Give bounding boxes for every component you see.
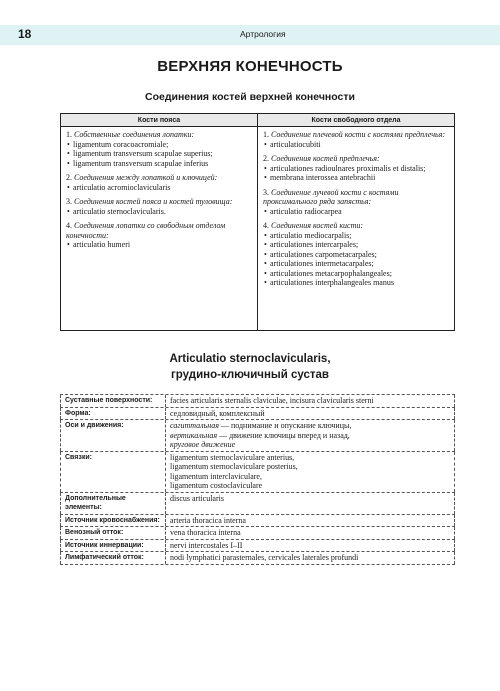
- row-value: [166, 515, 455, 527]
- joint-group: [66, 221, 254, 250]
- joint-table: [60, 394, 455, 565]
- joint-group-title: [66, 221, 254, 240]
- group-number: 4.: [263, 221, 269, 230]
- group-number: 4.: [66, 221, 72, 230]
- list-item: • articulatiocubiti: [263, 140, 451, 150]
- group-number: 3.: [263, 187, 269, 197]
- list-item: • ligamentum transversum scapulae inferius: [66, 159, 254, 169]
- group-title-text: Соединения лопатки со свободным отделом конечности:: [66, 221, 226, 240]
- table-row: [60, 493, 455, 515]
- value-line: ligamentum sternoclaviculare posterius,: [170, 462, 298, 471]
- running-head: Артрология: [240, 29, 286, 39]
- row-label: Источник кровоснабжения:: [60, 515, 166, 527]
- list-item: • articulatio mediocarpalis;: [263, 231, 451, 241]
- joint-title-russian: грудино-ключичный сустав: [171, 369, 329, 381]
- list-item: • articulationes interphalangeales manus: [263, 278, 451, 288]
- joint-group: [263, 154, 451, 183]
- row-value: [166, 527, 455, 539]
- row-value: [166, 408, 455, 420]
- group-title-text: Собственные соединения лопатки:: [74, 130, 195, 139]
- value-line: ligamentum costoclaviculare: [170, 481, 263, 490]
- row-value: [166, 395, 455, 407]
- value-line: седловидный, комплексный: [170, 408, 265, 418]
- table-row: [60, 395, 455, 408]
- joint-group: [263, 221, 451, 288]
- table-row: [60, 408, 455, 421]
- list-item: • articulationes carpometacarpales;: [263, 250, 451, 260]
- group-title-text: Соединение плечевой кости с костями предплечья:: [271, 130, 446, 139]
- joint-group: [263, 188, 451, 217]
- joint-group-title: [263, 130, 451, 140]
- row-value: [166, 552, 455, 564]
- page-number: 18: [18, 27, 32, 41]
- section-title: ВЕРХНЯЯ КОНЕЧНОСТЬ: [157, 58, 343, 75]
- header-free-part-bones: Кости свободного отдела: [257, 114, 454, 126]
- joint-title: [0, 351, 500, 383]
- joint-group-title: [263, 221, 451, 231]
- row-label: Связки:: [60, 452, 166, 492]
- group-number: 2.: [66, 173, 72, 182]
- value-line: ligamentum sternoclaviculare anterius,: [170, 452, 295, 462]
- header-girdle-bones: Кости пояса: [137, 117, 181, 124]
- row-value: [166, 452, 455, 492]
- list-item: • articulatio radiocarpea: [263, 207, 451, 217]
- joint-group-title: [263, 188, 451, 207]
- joint-group-title: [66, 173, 254, 183]
- girdle-bones-column: [61, 127, 257, 330]
- row-label: Дополнительные элементы:: [60, 493, 166, 514]
- group-title-text: Соединения между лопаткой и ключицей:: [74, 173, 218, 182]
- joint-group: [66, 130, 254, 168]
- row-label: Источник иннервации:: [60, 540, 166, 552]
- group-number: 1.: [66, 130, 72, 139]
- joint-group: [263, 130, 451, 149]
- joint-group: [66, 173, 254, 192]
- list-item: • ligamentum coracoacromiale;: [66, 140, 254, 150]
- bones-table: [60, 113, 455, 331]
- table-row: [60, 452, 455, 493]
- joint-group-title: [263, 154, 451, 164]
- free-part-bones-column: [257, 127, 454, 330]
- group-title-text: Соединения костей кисти:: [271, 221, 364, 230]
- table-row: [60, 515, 455, 528]
- bones-table-header: [61, 114, 454, 127]
- group-title-text: Соединения костей предплечья:: [271, 154, 380, 163]
- value-line: сагиттальная — поднимание и опускание ключицы,: [170, 421, 352, 430]
- value-line: nervi intercostales I–II: [170, 540, 243, 550]
- value-line: nodi lymphatici parasternales, cervicales laterales profundi: [170, 553, 359, 562]
- row-value: [166, 540, 455, 552]
- value-line: facies articularis sternalis claviculae, incisura clavicularis sterni: [170, 396, 374, 405]
- value-line: arteria thoracica interna: [170, 515, 246, 525]
- value-line: vena thoracica interna: [170, 528, 241, 537]
- value-line: вертикальная — движение ключицы вперед и назад,: [170, 430, 350, 440]
- list-item: • articulatio sternoclavicularis.: [66, 207, 254, 217]
- table-row: [60, 420, 455, 452]
- group-number: 2.: [263, 154, 269, 163]
- joint-title-latin: Articulatio sternoclavicularis,: [169, 353, 331, 365]
- table-row: [60, 552, 455, 565]
- list-item: • articulatio acromioclavicularis: [66, 183, 254, 193]
- list-item: • articulatio humeri: [66, 240, 254, 250]
- list-item: • articulationes intercarpales;: [263, 240, 451, 250]
- list-item: • articulationes intermetacarpales;: [263, 259, 451, 269]
- table-row: [60, 540, 455, 553]
- value-line: ligamentum interclaviculare,: [170, 471, 262, 481]
- group-title-text: Соединения костей пояса и костей туловища:: [74, 197, 233, 206]
- group-number: 1.: [263, 130, 269, 139]
- row-label: Венозный отток:: [60, 527, 166, 539]
- value-line: discus articularis: [170, 493, 224, 503]
- table-row: [60, 527, 455, 540]
- row-label: Лимфатический отток:: [60, 552, 166, 564]
- joint-group: [66, 197, 254, 216]
- row-label: Суставные поверхности:: [60, 395, 166, 407]
- list-item: • ligamentum transversum scapulae superius;: [66, 149, 254, 159]
- value-line: круговое движение: [170, 440, 236, 449]
- row-value: [166, 493, 455, 514]
- group-number: 3.: [66, 197, 72, 206]
- list-item: • articulationes radioulnares proximalis et distalis;: [263, 164, 451, 174]
- list-item: • membrana interossea antebrachii: [263, 173, 451, 183]
- row-label: Форма:: [60, 408, 166, 420]
- row-value: [166, 420, 455, 451]
- row-label: Оси и движения:: [60, 420, 166, 451]
- group-title-text: Соединение лучевой кости с костями проксимального ряда запястья:: [263, 187, 399, 206]
- joint-group-title: [66, 197, 254, 207]
- joint-group-title: [66, 130, 254, 140]
- list-item: • articulationes metacarpophalangeales;: [263, 269, 451, 279]
- bones-table-title: Соединения костей верхней конечности: [145, 91, 355, 103]
